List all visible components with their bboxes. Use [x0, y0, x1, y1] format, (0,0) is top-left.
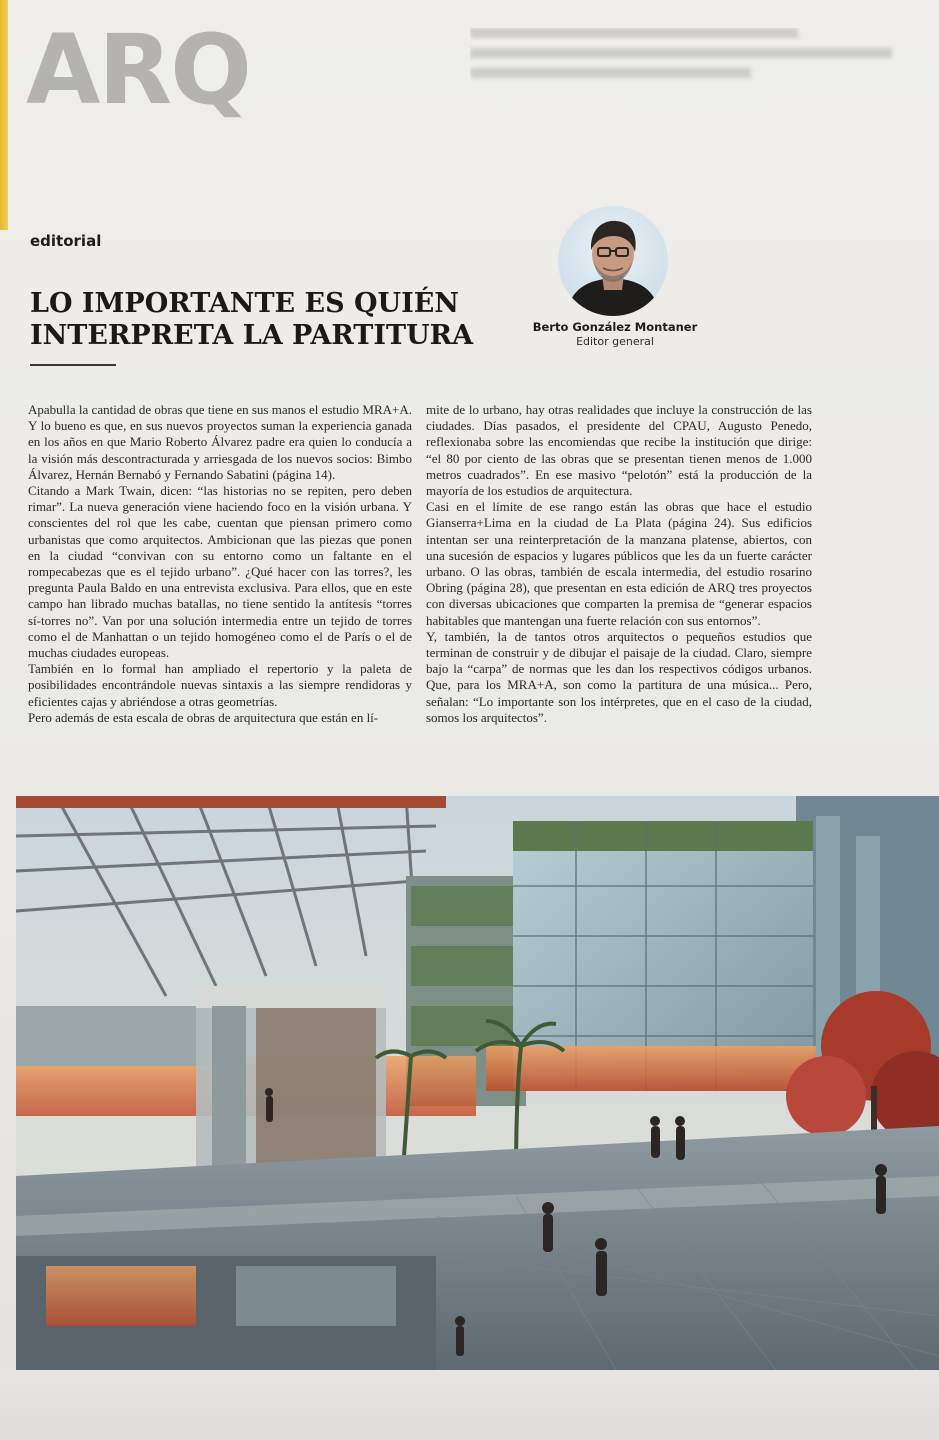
paragraph: Apabulla la cantidad de obras que tiene en sus manos el estudio MRA+A. Y lo bueno es que, en sus nuevos proyectos suman la experiencia ganada en los años en que Mario Roberto Álvarez padre era quien lo conducía a la visión más descontracturada y arriesgada de los nuevos socios: Bimbo Álvarez, Hernán Bernabó y Fernando Sabatini (página 14). — [28, 402, 412, 482]
title-line-2: INTERPRETA LA PARTITURA — [30, 320, 474, 351]
paragraph: Casi en el límite de ese rango están las obras que hace el estudio Gianserra+Lima en la ciudad de La Plata (página 24). Sus edificios intentan ser una reinterpretación de la manzana platense, abiertos, con una sucesión de espacios y lugares públicos que les da un fuerte carácter urbano. O las obras, también de escala intermedia, del estudio rosarino Obring (página 28), que presentan en esta edición de ARQ tres proyectos con diversas ubicaciones que comparten la premisa de “generar espacios habitables que mantengan una fuerte relación con sus entornos”. — [426, 499, 812, 628]
author-role: Editor general — [576, 335, 654, 348]
article-column-left — [28, 402, 412, 726]
page-margin-bottom — [0, 1370, 939, 1440]
article-title — [30, 288, 480, 352]
arq-logo: ARQ — [26, 14, 250, 126]
section-label: editorial — [30, 232, 102, 250]
urban-atrium-illustration — [16, 796, 939, 1370]
page-edge-accent — [0, 0, 8, 230]
author-portrait-icon — [558, 206, 668, 316]
title-divider — [30, 364, 116, 366]
paragraph: Citando a Mark Twain, dicen: “las historias no se repiten, pero deben rimar”. La nueva generación viene haciendo foco en la visión urbana. Y conscientes del rol que les cabe, cuentan que piensan primero como urbanistas que como arquitectos. Ambicionan que las piezas que ponen en la ciudad “convivan con su entorno como un faltante en el rompecabezas que es el tejido urbano”. ¿Qué hacer con las torres?, les pregunta Paula Baldo en una entrevista exclusiva. Para ellos, que en este campo han librado muchas batallas, no tiene sentido la antítesis “torres sí-torres no”. Van por una solución intermedia entre un tejido de torres como el de Manhattan o un tejido homogéneo como el de París o el de muchas ciudades europeas. — [28, 483, 412, 661]
title-line-1: LO IMPORTANTE ES QUIÉN — [30, 288, 459, 319]
paragraph: Y, también, la de tantos otros arquitectos o pequeños estudios que terminan de construir y de dibujar el paisaje de la ciudad. Claro, siempre bajo la “carpa” de normas que les dan los respectivos códigos urbanos. Que, para los MRA+A, son como la partitura de una música... Pero, señalan: “Lo importante son los intérpretes, que en el caso de la ciudad, somos los arquitectos”. — [426, 628, 812, 725]
paragraph: También en lo formal han ampliado el repertorio y la paleta de posibilidades encontrándole nuevas sintaxis a las siempre rendidoras y eficientes cajas y abriéndose a otras geometrías. — [28, 661, 412, 709]
author-name: Berto González Montaner — [532, 320, 698, 334]
paragraph: mite de lo urbano, hay otras realidades que incluye la construcción de las ciudades. Días pasados, el presidente del CPAU, Augusto Penedo, reflexionaba sobre las encomiendas que recibe la institución que dirige: “el 80 por ciento de las obras que se presentan tienen menos de 1.000 metros cuadrados”. En ese masivo “pelotón” está la producción de la mayoría de los estudios de arquitectura. — [426, 402, 812, 499]
bleed-through-header — [470, 28, 939, 98]
paragraph: Pero además de esta escala de obras de arquitectura que están en lí- — [28, 709, 379, 725]
article-column-right — [426, 402, 812, 726]
author-avatar — [558, 206, 668, 316]
architectural-rendering — [16, 796, 939, 1370]
